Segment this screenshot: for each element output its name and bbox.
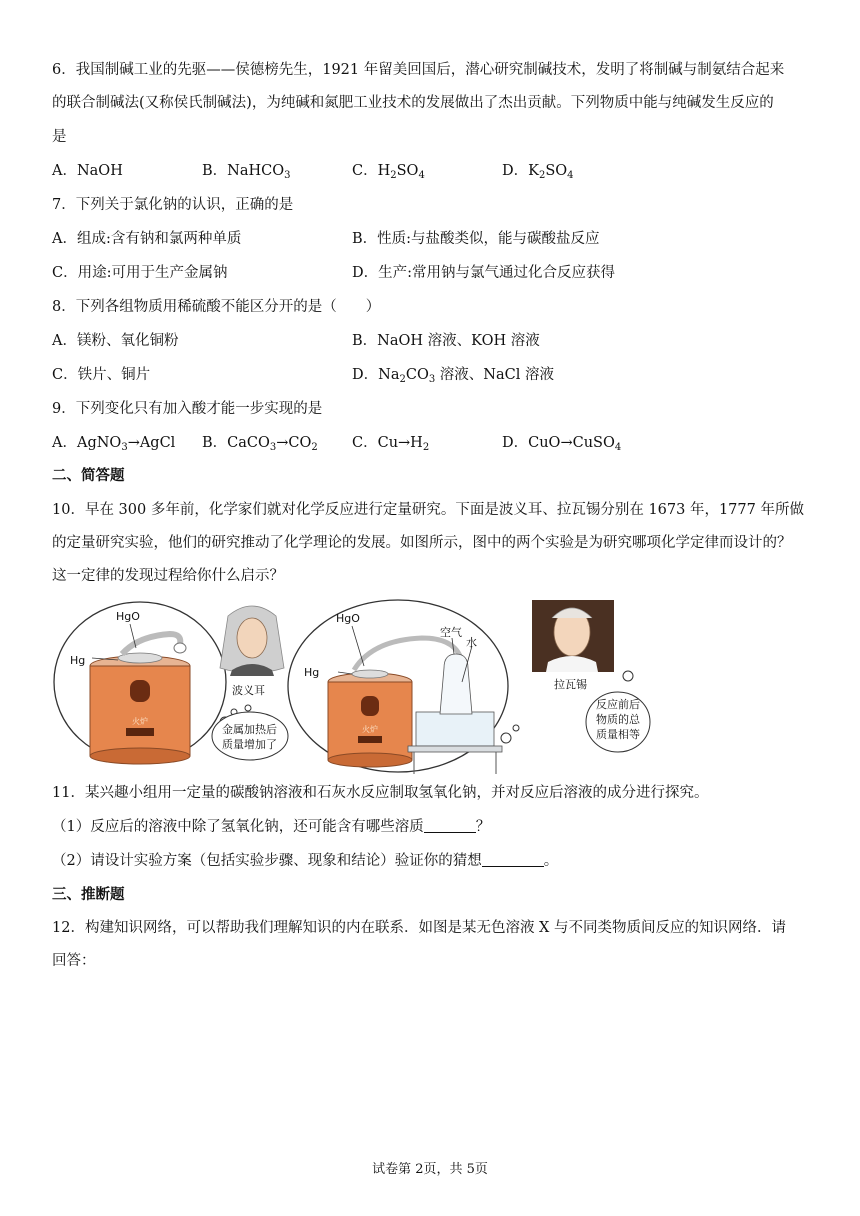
q10-line3: 这一定律的发现过程给你什么启示？ xyxy=(52,568,284,584)
boyle-bubble-line2: 质量增加了 xyxy=(222,738,277,751)
left-furnace-label: 火炉 xyxy=(132,717,148,726)
q7-stem: 7．下列关于氯化钠的认识，正确的是 xyxy=(52,197,294,213)
q12-line1: 12．构建知识网络，可以帮助我们理解知识的内在联系．如图是某无色溶液 X 与不同类物质间反应的知识网络．请 xyxy=(52,920,786,936)
small-bubble xyxy=(513,725,519,731)
q6-option-b: B．NaHCO$_3$ xyxy=(202,163,291,181)
small-bubble xyxy=(245,705,251,711)
answer-blank[interactable] xyxy=(424,818,476,833)
q11-part2: （2）请设计实验方案（包括实验步骤、现象和结论）验证你的猜想 。 xyxy=(52,853,559,869)
answer-blank[interactable] xyxy=(482,852,544,867)
air-label: 空气 xyxy=(440,626,462,639)
q9-stem: 9．下列变化只有加入酸才能一步实现的是 xyxy=(52,401,323,417)
boyle-bubble-line1: 金属加热后 xyxy=(222,723,277,736)
q8-option-d: D．$Na_2CO_3$ 溶液、NaCl 溶液 xyxy=(352,367,554,385)
q8-option-c: C．铁片、铜片 xyxy=(52,367,151,383)
q6-option-c: C．$H_2SO_4$ xyxy=(352,163,425,181)
right-furnace-label: 火炉 xyxy=(362,725,378,734)
q9-option-a: A．AgNO$_3$→AgCl xyxy=(52,435,176,453)
left-hg-label: Hg xyxy=(70,654,86,667)
q8-stem: 8．下列各组物质用稀硫酸不能区分开的是（ ） xyxy=(52,299,381,315)
q9-option-b: B．$CaCO_3\to CO_2$ xyxy=(202,435,318,453)
q10-figure xyxy=(52,596,672,778)
left-hgo-label: HgO xyxy=(116,610,140,623)
boyle-portrait xyxy=(220,606,284,676)
q11-part1: （1）反应后的溶液中除了氢氧化钠，还可能含有哪些溶质 ？ xyxy=(52,819,491,835)
q9-option-c: C．$Cu\to H_2$ xyxy=(352,435,430,453)
q10-line2: 的定量研究实验，他们的研究推动了化学理论的发展。如图所示，图中的两个实验是为研究哪项化学定律而设计的？ xyxy=(52,535,792,551)
q6-line3: 是 xyxy=(52,129,67,145)
q6-option-d: D．$K_2SO_4$ xyxy=(502,163,574,181)
q7-option-a: A．组成:含有钠和氯两种单质 xyxy=(52,231,242,247)
q10-line1: 10．早在 300 多年前，化学家们就对化学反应进行定量研究。下面是波义耳、拉瓦锡分别在 1673 年，1777 年所做 xyxy=(52,502,804,518)
q7-option-c: C．用途:可用于生产金属钠 xyxy=(52,265,228,281)
q7-option-d: D．生产:常用钠与氯气通过化合反应获得 xyxy=(352,265,616,281)
page-footer: 试卷第 2页，共 5页 xyxy=(372,1162,488,1177)
q6-option-a: A．NaOH xyxy=(52,163,123,179)
water-label: 水 xyxy=(466,636,477,649)
lav-bubble-line1: 反应前后 xyxy=(596,698,640,711)
lav-bubble-line2: 物质的总 xyxy=(596,713,640,726)
q11-stem: 11．某兴趣小组用一定量的碳酸钠溶液和石灰水反应制取氢氧化钠，并对反应后溶液的成分进行探究。 xyxy=(52,785,709,801)
right-hg-label: Hg xyxy=(304,666,320,679)
q7-option-b: B．性质:与盐酸类似，能与碳酸盐反应 xyxy=(352,231,600,247)
small-bubble xyxy=(623,671,633,681)
q6-line1: 6．我国制碱工业的先驱——侯德榜先生，1921 年留美回国后，潜心研究制碱技术，发明了将制碱与制氨结合起来 xyxy=(52,62,785,78)
q12-line2: 回答： xyxy=(52,953,96,969)
q6-line2: 的联合制碱法(又称侯氏制碱法)，为纯碱和氮肥工业技术的发展做出了杰出贡献。下列物质中能与纯碱发生反应的 xyxy=(52,95,774,111)
small-bubble xyxy=(501,733,511,743)
section-heading-3: 三、推断题 xyxy=(52,886,125,903)
boyle-speech-bubble xyxy=(212,712,288,760)
q8-option-b: B．NaOH 溶液、KOH 溶液 xyxy=(352,333,540,349)
section-heading-2: 二、简答题 xyxy=(52,467,125,484)
q9-option-d: D．CuO→CuSO$_4$ xyxy=(502,435,622,453)
lavoisier-name-label: 拉瓦锡 xyxy=(554,678,587,691)
lavoisier-portrait xyxy=(532,600,614,672)
boyle-name-label: 波义耳 xyxy=(232,684,265,697)
right-hgo-label: HgO xyxy=(336,612,360,625)
lav-bubble-line3: 质量相等 xyxy=(596,728,640,741)
q8-option-a: A．镁粉、氧化铜粉 xyxy=(52,333,179,349)
